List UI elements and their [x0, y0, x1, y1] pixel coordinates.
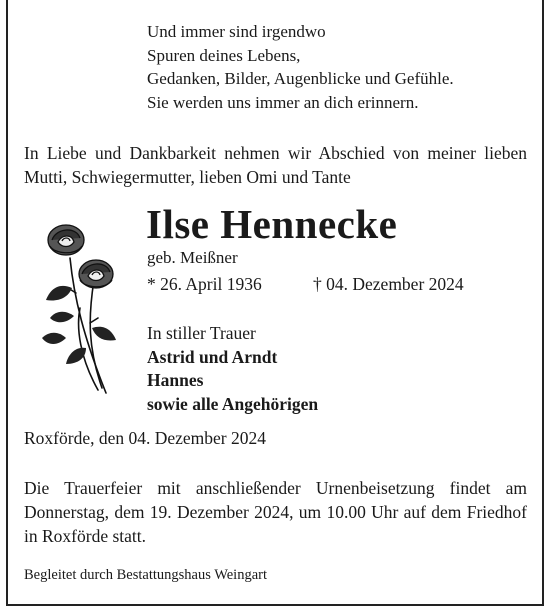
- poem: [147, 20, 454, 114]
- mourners: [147, 322, 318, 416]
- place-date: Roxförde, den 04. Dezember 2024: [24, 428, 267, 448]
- mourner-name: Astrid und Arndt: [147, 346, 278, 367]
- mourner-name: Hannes: [147, 370, 204, 390]
- poem-line: Sie werden uns immer an dich erinnern.: [147, 92, 419, 112]
- deceased-name: Ilse Hennecke: [146, 201, 398, 247]
- death-date: † 04. Dezember 2024: [313, 274, 464, 294]
- poem-line: Spuren deines Lebens,: [147, 45, 301, 65]
- mourner-name: sowie alle Angehörigen: [147, 393, 319, 414]
- farewell-intro: In Liebe und Dankbarkeit nehmen wir Abschied von meiner lieben Mutti, Schwiegermutter, lieben Omi und Tante: [24, 143, 527, 187]
- funeral-notice: Die Trauerfeier mit anschließender Urnenbeisetzung findet am Donnerstag, dem 19. Dezember 2024, um 10.00 Uhr auf dem Friedhof in Roxförde statt.: [24, 478, 527, 546]
- birth-date: * 26. April 1936: [147, 274, 262, 294]
- undertaker-credit: Begleitet durch Bestattungshaus Weingart: [24, 567, 267, 583]
- poem-line: Gedanken, Bilder, Augenblicke und Gefühle.: [147, 69, 454, 88]
- birth-name: geb. Meißner: [147, 248, 238, 267]
- roses-icon: [36, 218, 126, 398]
- mourners-intro: In stiller Trauer: [147, 323, 256, 343]
- poem-line: Und immer sind irgendwo: [147, 22, 326, 41]
